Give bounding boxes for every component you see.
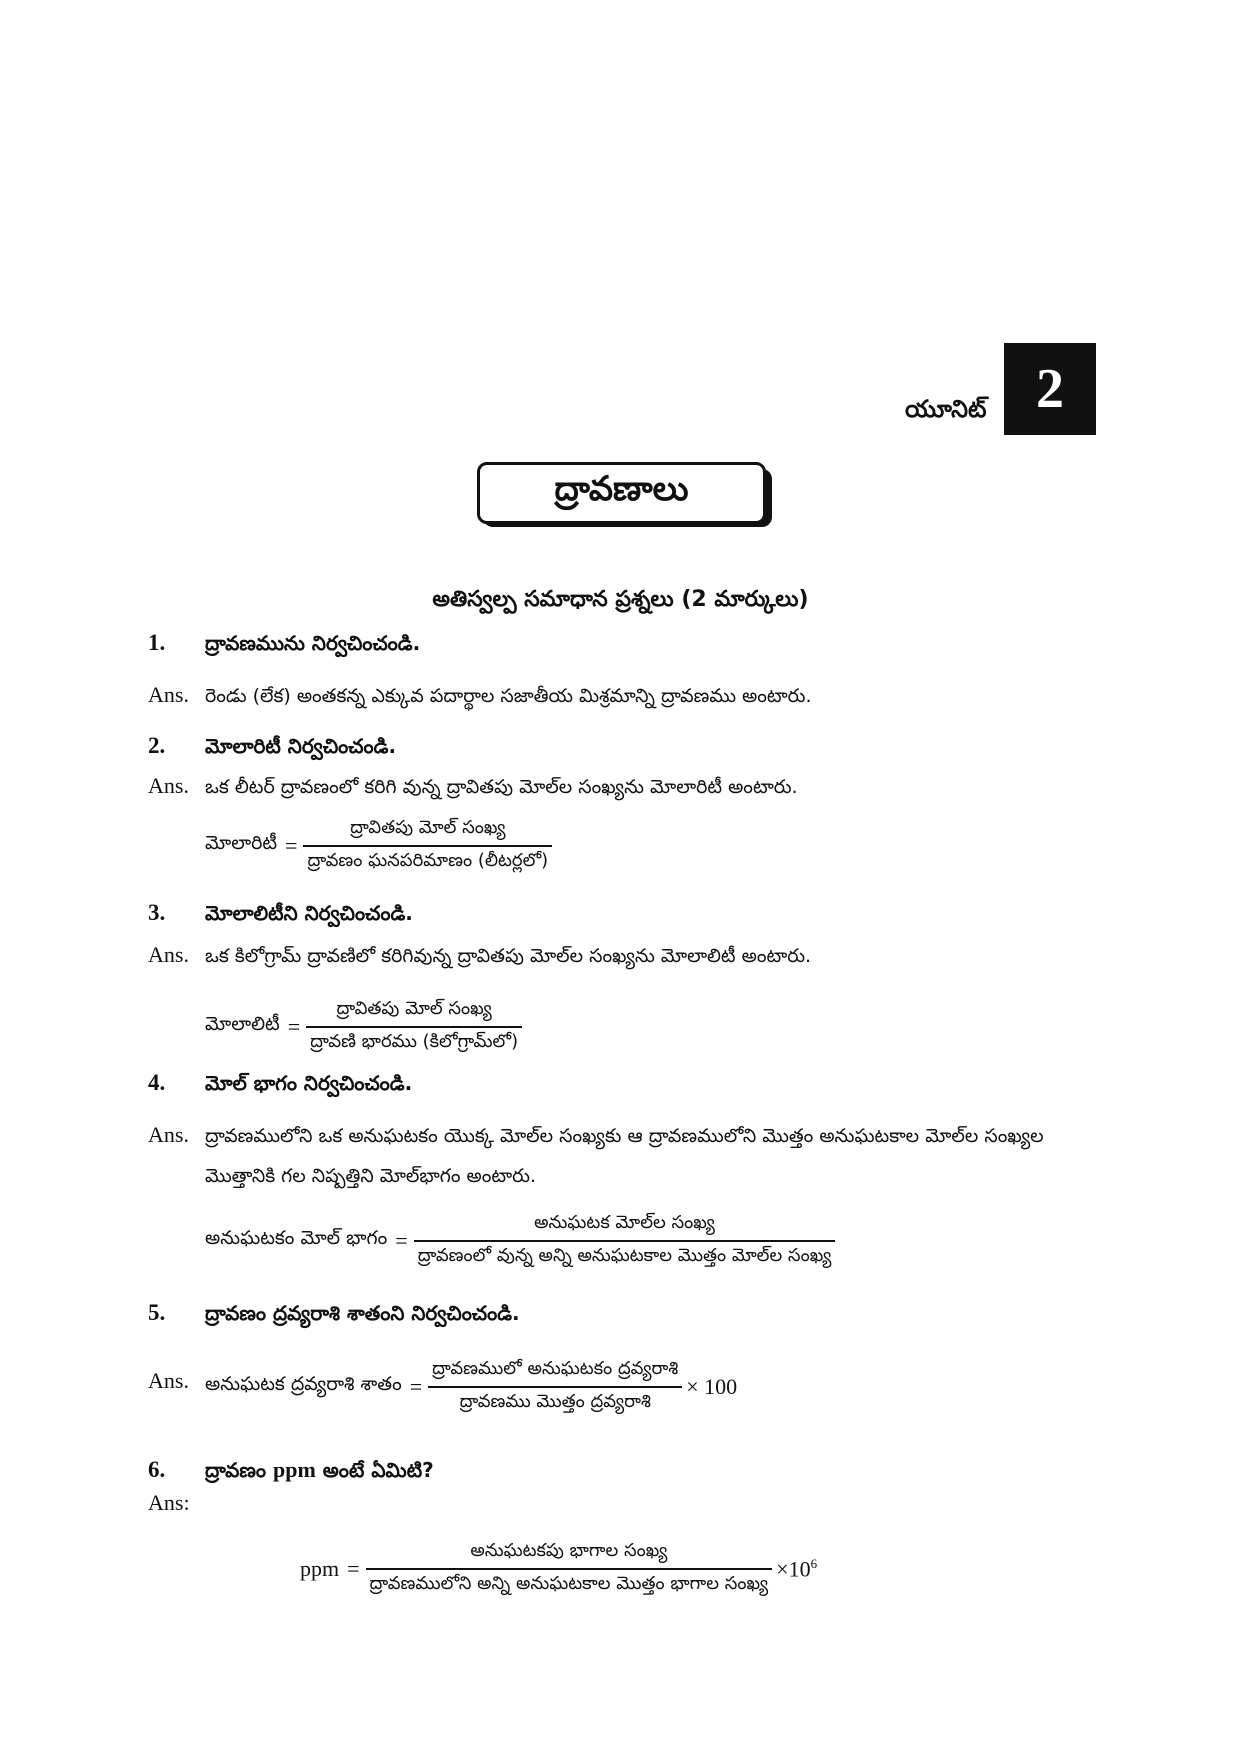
question-text-ppm: ppm [273, 1457, 316, 1482]
formula-equals: = [287, 1013, 301, 1039]
formula-ppm [300, 1540, 817, 1598]
question-5 [148, 1300, 520, 1330]
answer-label: Ans. [148, 942, 189, 967]
formula-lhs: ppm [300, 1555, 340, 1581]
answer-text: రెండు (లేక) అంతకన్న ఎక్కువ పదార్థాల సజాతీయ మిశ్రమాన్ని ద్రావణము అంటారు. [205, 685, 812, 707]
unit-number-box: 2 [1004, 343, 1096, 435]
fraction [306, 998, 522, 1056]
answer-text: ఒక లీటర్ ద్రావణంలో కరిగి వున్న ద్రావితపు మోల్‌ల సంఖ్యను మోలారిటీ అంటారు. [205, 776, 798, 798]
question-text: మోలాలిటీని నిర్వచించండి. [205, 901, 413, 925]
formula-lhs: అనుఘటక ద్రవ్యరాశి శాతం [205, 1373, 402, 1396]
answer-label: Ans: [148, 1490, 190, 1515]
question-text [205, 1457, 434, 1487]
fraction [303, 817, 552, 875]
fraction-denominator: ద్రావణంలో వున్న అన్ని అనుఘటకాల మొత్తం మోల్‌ల సంఖ్య [417, 1244, 832, 1266]
formula-equals: = [347, 1555, 360, 1581]
formula-molality [205, 998, 522, 1056]
formula-mole-fraction [205, 1212, 835, 1270]
fraction-denominator: ద్రావణం ఘనపరిమాణం (లీటర్లలో) [307, 849, 549, 871]
question-number: 1. [148, 630, 166, 655]
fraction-numerator: ద్రావితపు మోల్ సంఖ్య [336, 998, 492, 1019]
formula-equals: = [409, 1373, 423, 1399]
fraction-denominator: ద్రావణములోని అన్ని అనుఘటకాల మొత్తం భాగాల సంఖ్య [369, 1572, 769, 1594]
question-2 [148, 733, 396, 763]
answer-1 [148, 676, 1105, 716]
answer-text: ఒక కిలోగ్రామ్ ద్రావణిలో కరిగివున్న ద్రావితపు మోల్‌ల సంఖ్యను మోలాలిటీ అంటారు. [205, 945, 812, 967]
question-4 [148, 1070, 412, 1100]
formula-lhs: మోలాలిటీ [205, 1013, 280, 1036]
formula-mass-percentage [205, 1358, 737, 1416]
answer-6 [148, 1490, 205, 1516]
question-text: మోల్ భాగం నిర్వచించండి. [205, 1071, 413, 1095]
fraction-denominator: ద్రావణము మొత్తం ద్రవ్యరాశి [459, 1390, 651, 1412]
answer-label: Ans. [148, 1122, 189, 1147]
answer-3 [148, 936, 1105, 976]
question-number: 6. [148, 1457, 166, 1482]
formula-multiplier: × 100 [686, 1373, 738, 1399]
answer-label: Ans. [148, 682, 189, 707]
fraction [428, 1358, 682, 1416]
answer-5 [148, 1368, 205, 1394]
question-text: మోలారిటీ నిర్వచించండి. [205, 734, 397, 758]
formula-multiplier [776, 1556, 817, 1582]
formula-equals: = [285, 832, 298, 858]
fraction-numerator: అనుఘటక మోల్‌ల సంఖ్య [534, 1212, 715, 1233]
fraction-numerator: ద్రావణములో అనుఘటకం ద్రవ్యరాశి [432, 1358, 679, 1379]
answer-text: ద్రావణములోని ఒక అనుఘటకం యొక్క మోల్‌ల సంఖ్యకు ఆ ద్రావణములోని మొత్తం అనుఘటకాల మోల్‌ల సంఖ్యల మొత్తానికి గల నిష్పత్తిని మోల్‌భాగం అంటారు. [205, 1125, 1044, 1187]
question-number: 4. [148, 1070, 166, 1095]
fraction-numerator: ద్రావితపు మోల్ సంఖ్య [350, 817, 506, 838]
question-1 [148, 630, 420, 660]
question-number: 5. [148, 1300, 166, 1325]
question-number: 2. [148, 733, 166, 758]
multiplier-exponent: 6 [810, 1555, 818, 1571]
question-text: ద్రావణం ద్రవ్యరాశి శాతంని నిర్వచించండి. [205, 1301, 520, 1325]
question-text: ద్రావణమును నిర్వచించండి. [205, 631, 421, 655]
question-3 [148, 900, 413, 930]
formula-lhs: అనుఘటకం మోల్ భాగం [205, 1227, 388, 1250]
fraction-numerator: అనుఘటకపు భాగాల సంఖ్య [470, 1540, 668, 1561]
fraction [366, 1540, 773, 1598]
answer-label: Ans. [148, 773, 189, 798]
formula-lhs: మోలారిటీ [205, 832, 278, 855]
question-text-pre: ద్రావణం [205, 1458, 267, 1482]
fraction [414, 1212, 836, 1270]
unit-label: యూనిట్ [905, 395, 987, 423]
answer-label: Ans. [148, 1368, 189, 1393]
answer-4 [148, 1116, 1105, 1196]
question-text-post: అంటే ఏమిటి? [322, 1458, 434, 1482]
chapter-title: ద్రావణాలు [477, 462, 766, 524]
section-heading: అతిస్వల్ప సమాధాన ప్రశ్నలు (2 మార్కులు) [432, 587, 809, 612]
question-6 [148, 1457, 434, 1487]
fraction-denominator: ద్రావణి భారము (కిలోగ్రామ్‌లో) [310, 1030, 519, 1052]
formula-equals: = [395, 1227, 408, 1253]
question-number: 3. [148, 900, 166, 925]
multiplier-base: ×10 [776, 1555, 811, 1581]
answer-2 [148, 767, 1105, 807]
formula-molarity [205, 817, 552, 875]
